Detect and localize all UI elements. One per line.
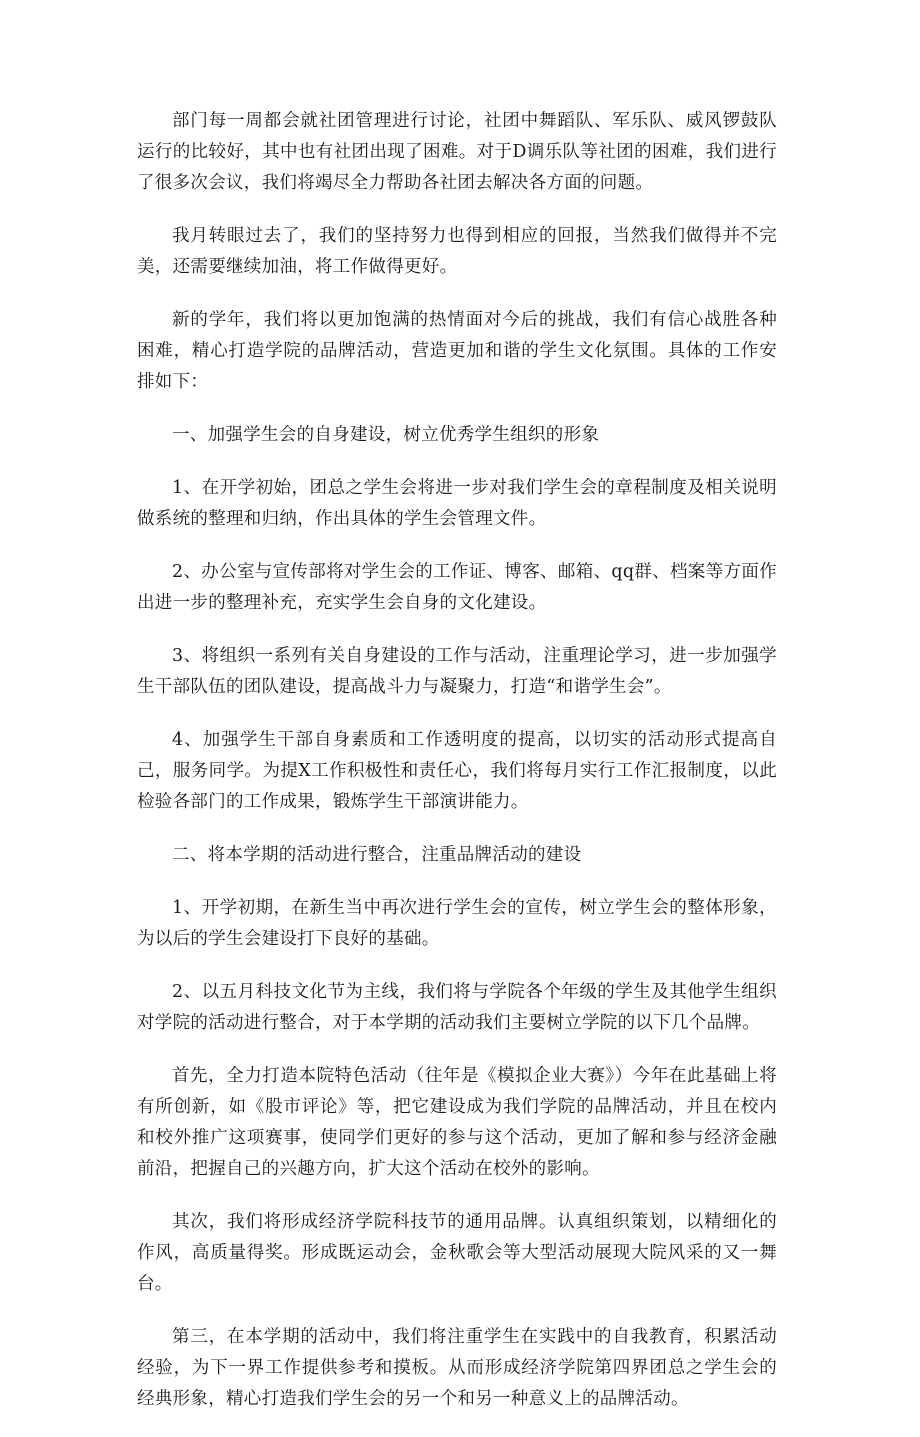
list-item-2-1: 1、开学初期，在新生当中再次进行学生会的宣传，树立学生会的整体形象，为以后的学生会建设打下良好的基础。: [137, 898, 777, 949]
paragraph-new-year-plan: 新的学年，我们将以更加饱满的热情面对今后的挑战，我们有信心战胜各种困难，精心打造学院的品牌活动，营造更加和谐的学生文化氛围。具体的工作安排如下：: [137, 310, 777, 392]
list-item-1-1: 1、在开学初始，团总之学生会将进一步对我们学生会的章程制度及相关说明做系统的整理和归纳，作出具体的学生会管理文件。: [137, 478, 777, 529]
paragraph-club-management: 部门每一周都会就社团管理进行讨论，社团中舞蹈队、军乐队、威风锣鼓队运行的比较好，其中也有社团出现了困难。对于D调乐队等社团的困难，我们进行了很多次会议，我们将竭尽全力帮助各社团去解决各方面的问题。: [137, 111, 777, 193]
list-item-1-3: 3、将组织一系列有关自身建设的工作与活动，注重理论学习，进一步加强学生干部队伍的团队建设，提高战斗力与凝聚力，打造“和谐学生会”。: [137, 646, 777, 697]
paragraph-first-brand: 首先，全力打造本院特色活动（往年是《模拟企业大赛》）今年在此基础上将有所创新，如《股市评论》等，把它建设成为我们学院的品牌活动，并且在校内和校外推广这项赛事，使同学们更好的参与这个活动，更加了解和参与经济金融前沿，把握自己的兴趣方向，扩大这个活动在校外的影响。: [137, 1066, 777, 1179]
paragraph-third-brand: 第三，在本学期的活动中，我们将注重学生在实践中的自我教育，积累活动经验，为下一界工作提供参考和摸板。从而形成经济学院第四界团总之学生会的经典形象，精心打造我们学生会的另一个和另一种意义上的品牌活动。: [137, 1327, 777, 1409]
document-body: [137, 106, 777, 1437]
section-heading-2: 二、将本学期的活动进行整合，注重品牌活动的建设: [172, 845, 582, 865]
list-item-2-2: 2、以五月科技文化节为主线，我们将与学院各个年级的学生及其他学生组织对学院的活动进行整合，对于本学期的活动我们主要树立学院的以下几个品牌。: [137, 982, 777, 1033]
list-item-1-4: 4、加强学生干部自身素质和工作透明度的提高，以切实的活动形式提高自己，服务同学。为提X工作积极性和责任心，我们将每月实行工作汇报制度，以此检验各部门的工作成果，锻炼学生干部演讲能力。: [137, 730, 777, 812]
list-item-1-2: 2、办公室与宣传部将对学生会的工作证、博客、邮箱、qq群、档案等方面作出进一步的整理补充，充实学生会自身的文化建设。: [137, 562, 777, 613]
paragraph-second-brand: 其次，我们将形成经济学院科技节的通用品牌。认真组织策划，以精细化的作风，高质量得奖。形成既运动会，金秋歌会等大型活动展现大院风采的又一舞台。: [137, 1212, 777, 1294]
section-heading-1: 一、加强学生会的自身建设，树立优秀学生组织的形象: [172, 425, 600, 445]
paragraph-effort-rewarded: 我月转眼过去了，我们的坚持努力也得到相应的回报，当然我们做得并不完美，还需要继续加油，将工作做得更好。: [137, 226, 777, 277]
